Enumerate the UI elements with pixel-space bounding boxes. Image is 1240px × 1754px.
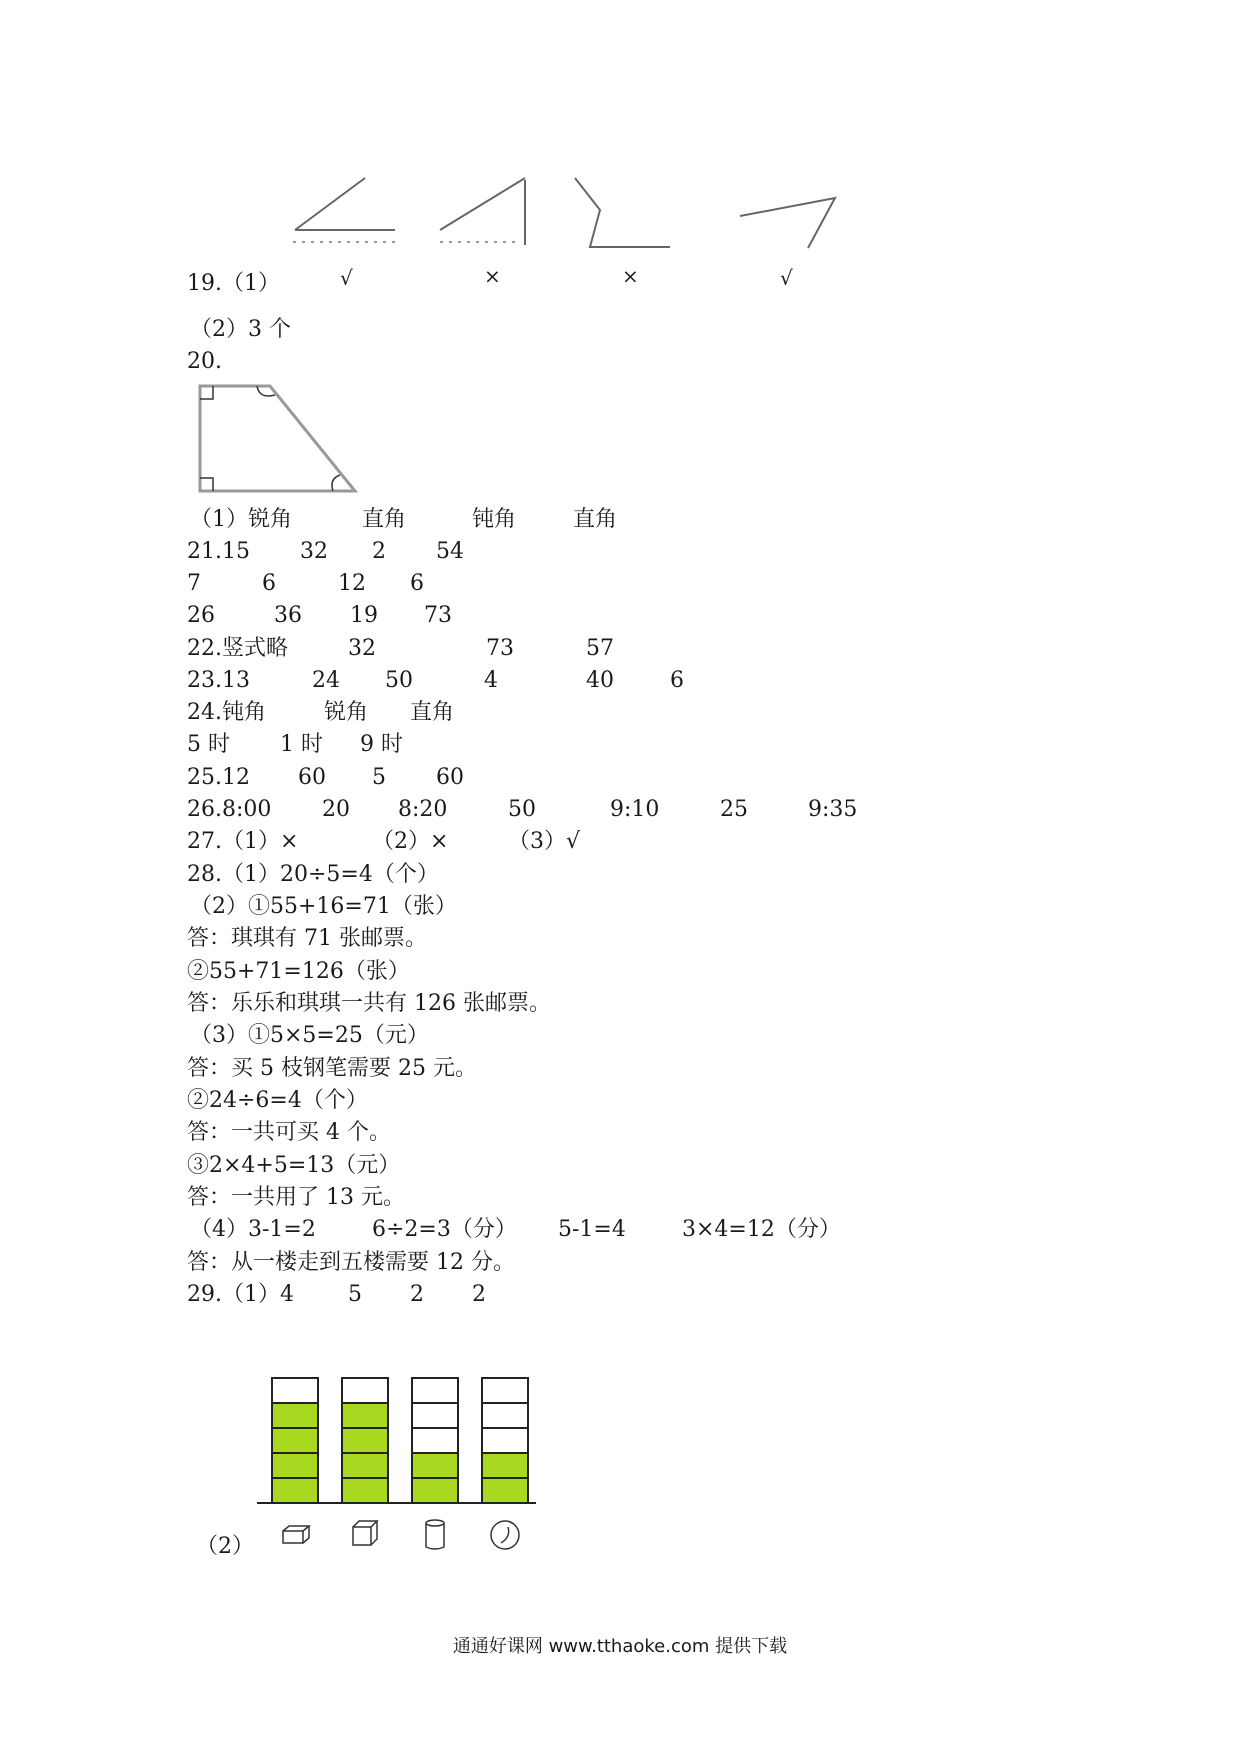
q21-r3-c3: 19 <box>350 603 378 628</box>
q24-r1-c1: 24.钝角 <box>187 700 266 725</box>
bar-cuboid-cell-3 <box>272 1428 318 1453</box>
q29-part1-c2: 5 <box>348 1282 362 1307</box>
q26-c1: 26.8:00 <box>187 797 272 822</box>
angle-figure-1 <box>295 178 395 230</box>
bar-cube-cell-4 <box>342 1403 388 1428</box>
bar-cylinder-cell-5 <box>412 1378 458 1403</box>
angle-figure-2 <box>440 178 525 245</box>
q28-line-4: ②55+71=126（张） <box>187 959 410 984</box>
q21-r2-c1: 7 <box>187 571 201 596</box>
page-footer: 通通好课网 www.tthaoke.com 提供下载 <box>452 1636 788 1657</box>
q28-line-7: 答：买 5 枝钢笔需要 25 元。 <box>187 1056 477 1081</box>
bar-sphere-cell-3 <box>482 1428 528 1453</box>
q25-c3: 5 <box>372 765 386 790</box>
q20-answer-1: （1）锐角 <box>190 507 292 532</box>
q20-label: 20. <box>187 349 222 374</box>
bar-cuboid-cell-4 <box>272 1403 318 1428</box>
bar-cylinder-cell-4 <box>412 1403 458 1428</box>
bar-cuboid-cell-5 <box>272 1378 318 1403</box>
q28-line-5: 答：乐乐和琪琪一共有 126 张邮票。 <box>187 991 551 1016</box>
q29-part2-label: （2） <box>196 1534 254 1559</box>
q21-r1-c3: 2 <box>372 539 386 564</box>
q19-part2: （2）3 个 <box>190 317 291 342</box>
q20-answer-3: 钝角 <box>472 507 517 532</box>
q25-c1: 25.12 <box>187 765 250 790</box>
q28-part4-c4: 3×4=12（分） <box>682 1217 841 1242</box>
bar-cuboid-cell-2 <box>272 1453 318 1478</box>
q25-c4: 60 <box>436 765 464 790</box>
q28-line-3: 答：琪琪有 71 张邮票。 <box>187 926 427 951</box>
q23-c2: 24 <box>312 668 340 693</box>
q21-r1-c4: 54 <box>436 539 464 564</box>
q23-c3: 50 <box>385 668 413 693</box>
q25-c2: 60 <box>298 765 326 790</box>
q26-c5: 9:10 <box>610 797 660 822</box>
angle-figure-3 <box>575 178 670 247</box>
q28-line-6: （3）①5×5=25（元） <box>190 1023 429 1048</box>
q27-c2: （2）× <box>372 829 449 854</box>
bar-cuboid-cell-1 <box>272 1478 318 1503</box>
q21-r3-c2: 36 <box>274 603 302 628</box>
q24-r1-c3: 直角 <box>410 700 455 725</box>
q22-c3: 73 <box>486 636 514 661</box>
q28-line-10: ③2×4+5=13（元） <box>187 1153 401 1178</box>
bar-sphere-cell-2 <box>482 1453 528 1478</box>
q19-mark-2: × <box>484 264 501 288</box>
q21-r3-c4: 73 <box>424 603 452 628</box>
q29-bar-chart <box>255 1355 575 1585</box>
q27-c1: 27.（1）× <box>187 829 299 854</box>
q20-answer-4: 直角 <box>573 507 618 532</box>
q19-mark-4: √ <box>780 266 793 290</box>
q29-part1-c1: 29.（1）4 <box>187 1282 294 1307</box>
bar-sphere-cell-4 <box>482 1403 528 1428</box>
q21-r3-c1: 26 <box>187 603 215 628</box>
bar-cylinder-cell-3 <box>412 1428 458 1453</box>
angle-figure-4 <box>740 198 835 248</box>
q21-r1-c2: 32 <box>300 539 328 564</box>
q28-part4-c3: 5-1=4 <box>558 1217 626 1242</box>
cube-icon <box>353 1521 377 1545</box>
q20-trapezoid-figure <box>195 383 375 503</box>
q28-part4-answer: 答：从一楼走到五楼需要 12 分。 <box>187 1250 515 1275</box>
bar-cylinder-cell-2 <box>412 1453 458 1478</box>
q28-line-8: ②24÷6=4（个） <box>187 1088 368 1113</box>
q22-c2: 32 <box>348 636 376 661</box>
q26-c3: 8:20 <box>398 797 448 822</box>
cuboid-icon <box>283 1526 309 1543</box>
q28-part4-c1: （4）3-1=2 <box>190 1217 316 1242</box>
q26-c7: 9:35 <box>808 797 858 822</box>
q19-label: 19.（1） <box>187 271 280 296</box>
bar-cube-cell-3 <box>342 1428 388 1453</box>
q19-angle-figures <box>0 150 1240 250</box>
q23-c4: 4 <box>484 668 498 693</box>
bar-cube-cell-2 <box>342 1453 388 1478</box>
q24-r2-c2: 1 时 <box>280 732 323 757</box>
q28-line-11: 答：一共用了 13 元。 <box>187 1185 405 1210</box>
q21-r2-c4: 6 <box>410 571 424 596</box>
q23-c5: 40 <box>586 668 614 693</box>
q21-r2-c2: 6 <box>262 571 276 596</box>
bar-cube-cell-5 <box>342 1378 388 1403</box>
sphere-icon <box>491 1521 519 1549</box>
q29-part1-c3: 2 <box>410 1282 424 1307</box>
q29-part1-c4: 2 <box>472 1282 486 1307</box>
q28-part4-c2: 6÷2=3（分） <box>372 1217 517 1242</box>
q24-r1-c2: 锐角 <box>324 700 369 725</box>
q28-line-1: 28.（1）20÷5=4（个） <box>187 862 439 887</box>
q22-c1: 22.竖式略 <box>187 636 288 661</box>
bar-sphere-cell-5 <box>482 1378 528 1403</box>
q24-r2-c1: 5 时 <box>187 732 230 757</box>
q27-c3: （3）√ <box>508 829 581 854</box>
q19-mark-3: × <box>622 264 639 288</box>
q21-r1-c1: 21.15 <box>187 539 250 564</box>
q26-c6: 25 <box>720 797 748 822</box>
q21-r2-c3: 12 <box>338 571 366 596</box>
q28-line-2: （2）①55+16=71（张） <box>190 894 457 919</box>
q23-c1: 23.13 <box>187 668 250 693</box>
q28-line-9: 答：一共可买 4 个。 <box>187 1120 391 1145</box>
q20-answer-2: 直角 <box>362 507 407 532</box>
q22-c4: 57 <box>586 636 614 661</box>
q19-mark-1: √ <box>340 266 353 290</box>
bar-cylinder-cell-1 <box>412 1478 458 1503</box>
q26-c2: 20 <box>322 797 350 822</box>
bar-cube-cell-1 <box>342 1478 388 1503</box>
q23-c6: 6 <box>670 668 684 693</box>
q24-r2-c3: 9 时 <box>360 732 403 757</box>
bar-sphere-cell-1 <box>482 1478 528 1503</box>
cylinder-icon <box>426 1520 444 1549</box>
q26-c4: 50 <box>508 797 536 822</box>
